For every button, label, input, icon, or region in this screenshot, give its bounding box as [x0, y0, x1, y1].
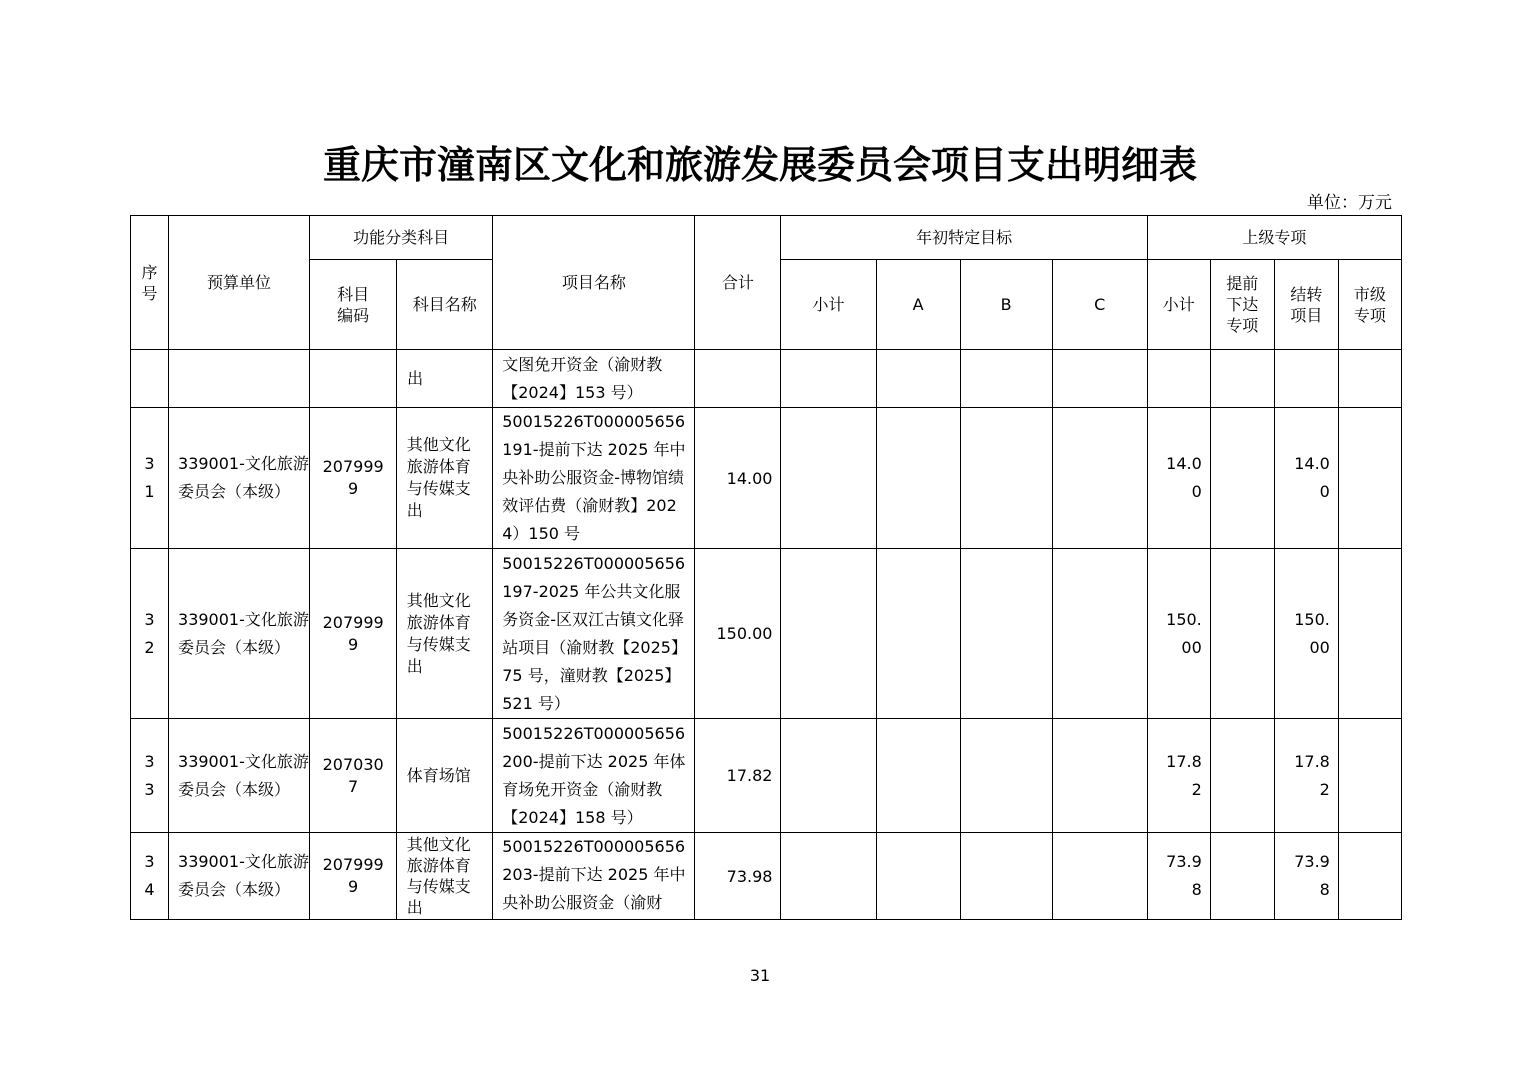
subject-name-cell: 出 — [397, 350, 493, 408]
special-subtotal-cell: 17.82 — [1147, 719, 1210, 833]
subject-name-cell: 其他文化旅游体育与传媒支出 — [397, 833, 493, 920]
subject-code-cell: 2079999 — [310, 833, 397, 920]
budget-unit-cell: 339001-文化旅游委员会（本级） — [169, 833, 310, 920]
table-row — [131, 408, 1402, 549]
seq-cell: 33 — [131, 719, 169, 833]
subject-name-cell: 其他文化旅游体育与传媒支出 — [397, 408, 493, 549]
header-func-group: 功能分类科目 — [310, 216, 493, 260]
header-annual-subtotal: 小计 — [781, 260, 876, 350]
special-carry-cell: 73.98 — [1274, 833, 1338, 920]
page-title: 重庆市潼南区文化和旅游发展委员会项目支出明细表 — [322, 142, 1197, 187]
budget-unit-cell: 339001-文化旅游委员会（本级） — [169, 719, 310, 833]
project-name-cell: 50015226T000005656197-2025 年公共文化服务资金-区双江古镇文化驿站项目（渝财教【2025】75 号，潼财教【2025】521 号） — [493, 549, 695, 719]
special-subtotal-cell: 73.98 — [1147, 833, 1210, 920]
header-seq: 序号 — [131, 216, 169, 350]
seq-cell: 31 — [131, 408, 169, 549]
unit-label: 单位：万元 — [1307, 193, 1392, 213]
total-cell: 17.82 — [695, 719, 781, 833]
subject-name-cell: 其他文化旅游体育与传媒支出 — [397, 549, 493, 719]
project-name-cell: 文图免开资金（渝财教【2024】153 号） — [493, 350, 695, 408]
subject-name-cell: 体育场馆 — [397, 719, 493, 833]
special-carry-cell: 150.00 — [1274, 549, 1338, 719]
header-special-advance: 提前下达专项 — [1210, 260, 1274, 350]
special-carry-cell: 17.82 — [1274, 719, 1338, 833]
budget-unit-cell: 339001-文化旅游委员会（本级） — [169, 549, 310, 719]
header-annual-c: C — [1052, 260, 1147, 350]
header-total: 合计 — [695, 216, 781, 350]
special-subtotal-cell: 150.00 — [1147, 549, 1210, 719]
subject-code-cell: 2070307 — [310, 719, 397, 833]
header-special-group: 上级专项 — [1147, 216, 1401, 260]
table-row — [131, 833, 1402, 920]
project-name-cell: 50015226T000005656200-提前下达 2025 年体育场免开资金（渝财教【2024】158 号） — [493, 719, 695, 833]
total-cell: 150.00 — [695, 549, 781, 719]
header-annual-a: A — [876, 260, 960, 350]
header-project-name: 项目名称 — [493, 216, 695, 350]
header-subject-name: 科目名称 — [397, 260, 493, 350]
header-special-city: 市级专项 — [1338, 260, 1401, 350]
subject-code-cell: 2079999 — [310, 408, 397, 549]
seq-cell: 34 — [131, 833, 169, 920]
project-name-cell: 50015226T000005656191-提前下达 2025 年中央补助公服资金-博物馆绩效评估费（渝财教】2024）150 号 — [493, 408, 695, 549]
subject-code-cell: 2079999 — [310, 549, 397, 719]
budget-unit-cell: 339001-文化旅游委员会（本级） — [169, 408, 310, 549]
table-row — [131, 719, 1402, 833]
header-special-carry: 结转项目 — [1274, 260, 1338, 350]
special-subtotal-cell: 14.00 — [1147, 408, 1210, 549]
header-special-subtotal: 小计 — [1147, 260, 1210, 350]
table-row-continuation — [131, 350, 1402, 408]
header-budget-unit: 预算单位 — [169, 216, 310, 350]
table-row — [131, 549, 1402, 719]
header-annual-b: B — [960, 260, 1052, 350]
expense-table — [130, 215, 1402, 920]
page-number: 31 — [749, 966, 771, 985]
total-cell: 73.98 — [695, 833, 781, 920]
seq-cell: 32 — [131, 549, 169, 719]
special-carry-cell: 14.00 — [1274, 408, 1338, 549]
header-subject-code: 科目编码 — [310, 260, 397, 350]
total-cell: 14.00 — [695, 408, 781, 549]
header-annual-group: 年初特定目标 — [781, 216, 1147, 260]
project-name-cell: 50015226T000005656203-提前下达 2025 年中央补助公服资金（渝财 — [493, 833, 695, 920]
